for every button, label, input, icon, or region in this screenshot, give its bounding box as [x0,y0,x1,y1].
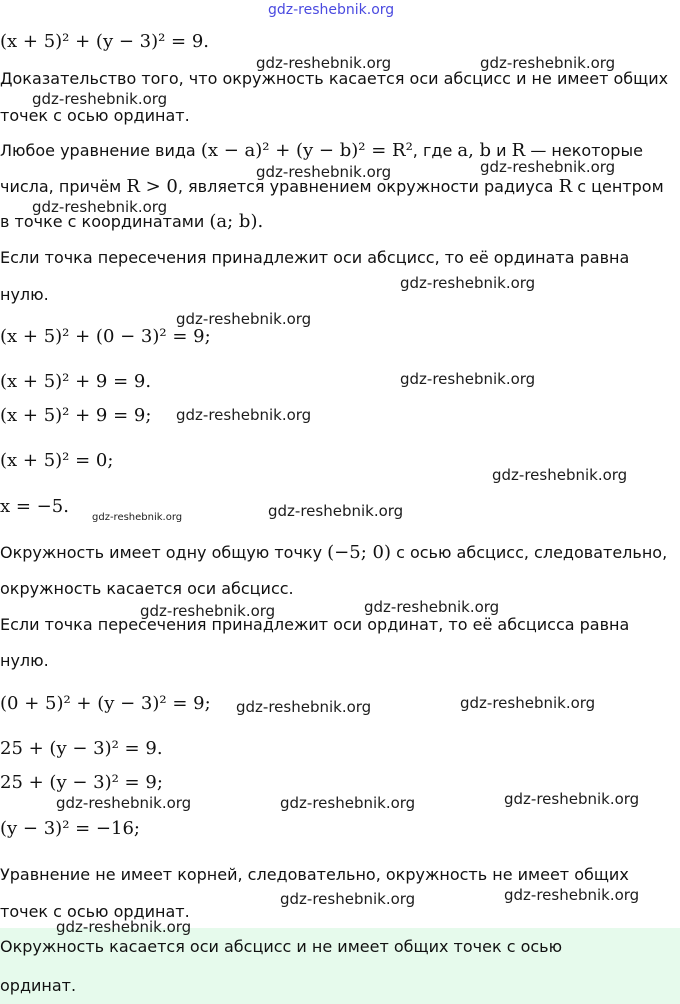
watermark: gdz-reshebnik.org [400,274,536,292]
watermark: gdz-reshebnik.org [256,163,392,181]
proof-intro-line-1: Доказательство того, что окружность касается оси абсцисс и не имеет общих [0,69,669,88]
equation-5: x = −5. [0,496,69,517]
equation-2: (x + 5)² + 9 = 9. [0,371,152,392]
variables: a, b [457,140,492,161]
equation-9: (y − 3)² = −16; [0,818,140,839]
watermark: gdz-reshebnik.org [176,310,312,328]
proof-intro-line-2: точек с осью ординат. [0,106,190,125]
text: и [496,141,507,160]
watermark: gdz-reshebnik.org [504,790,640,808]
answer-line-1: Окружность касается оси абсцисс и не имеет общих точек с осью [0,937,563,956]
center-point: (a; b). [209,211,264,232]
text: с центром [577,177,664,196]
variable-r: R [558,176,573,197]
text: с осью абсцисс, следовательно, [396,543,668,562]
ordinate-case-line-2: нулю. [0,651,49,670]
equation-3: (x + 5)² + 9 = 9; [0,405,152,426]
watermark: gdz-reshebnik.org [56,918,192,936]
abscissa-case-line-1: Если точка пересечения принадлежит оси абсцисс, то её ордината равна [0,248,630,267]
equation-7: 25 + (y − 3)² = 9. [0,738,163,759]
text: в точке с координатами [0,212,205,231]
watermark: gdz-reshebnik.org [280,890,416,908]
watermark: gdz-reshebnik.org [56,794,192,812]
tangent-point-line-1 [0,543,667,563]
watermark: gdz-reshebnik.org [140,602,276,620]
watermark: gdz-reshebnik.org [268,502,404,520]
equation-1: (x + 5)² + (0 − 3)² = 9; [0,326,211,347]
tangent-point: (−5; 0) [327,542,391,563]
watermark: gdz-reshebnik.org [460,694,596,712]
general-equation: (x − a)² + (y − b)² = R² [200,140,413,161]
conclusion-line-1: Уравнение не имеет корней, следовательно, окружность не имеет общих [0,865,629,884]
variable-r: R [511,140,526,161]
equation-circle: (x + 5)² + (y − 3)² = 9. [0,31,210,52]
watermark: gdz-reshebnik.org [176,406,312,424]
watermark: gdz-reshebnik.org [236,698,372,716]
conclusion-line-2: точек с осью ординат. [0,902,190,921]
text: Любое уравнение вида [0,141,196,160]
equation-8: 25 + (y − 3)² = 9; [0,772,163,793]
watermark: gdz-reshebnik.org [256,54,392,72]
watermark: gdz-reshebnik.org [504,886,640,904]
watermark: gdz-reshebnik.org [32,198,168,216]
text: — некоторые [530,141,643,160]
abscissa-case-line-2: нулю. [0,285,49,304]
equation-4: (x + 5)² = 0; [0,450,114,471]
tangent-point-line-2: окружность касается оси абсцисс. [0,579,294,598]
text: , где [412,141,453,160]
watermark-top: gdz-reshebnik.org [268,2,395,18]
ordinate-case-line-1: Если точка пересечения принадлежит оси ординат, то её абсцисса равна [0,615,630,634]
watermark: gdz-reshebnik.org [400,370,536,388]
watermark-small: gdz-reshebnik.org [92,512,183,523]
watermark: gdz-reshebnik.org [364,598,500,616]
text: Окружность имеет одну общую точку [0,543,323,562]
watermark: gdz-reshebnik.org [492,466,628,484]
watermark: gdz-reshebnik.org [32,90,168,108]
answer-line-2: ординат. [0,976,77,995]
text: , является уравнением окружности радиуса [177,177,554,196]
watermark: gdz-reshebnik.org [480,158,616,176]
watermark: gdz-reshebnik.org [280,794,416,812]
equation-6: (0 + 5)² + (y − 3)² = 9; [0,693,211,714]
text: числа, причём [0,177,122,196]
condition: R > 0 [126,176,178,197]
watermark: gdz-reshebnik.org [480,54,616,72]
